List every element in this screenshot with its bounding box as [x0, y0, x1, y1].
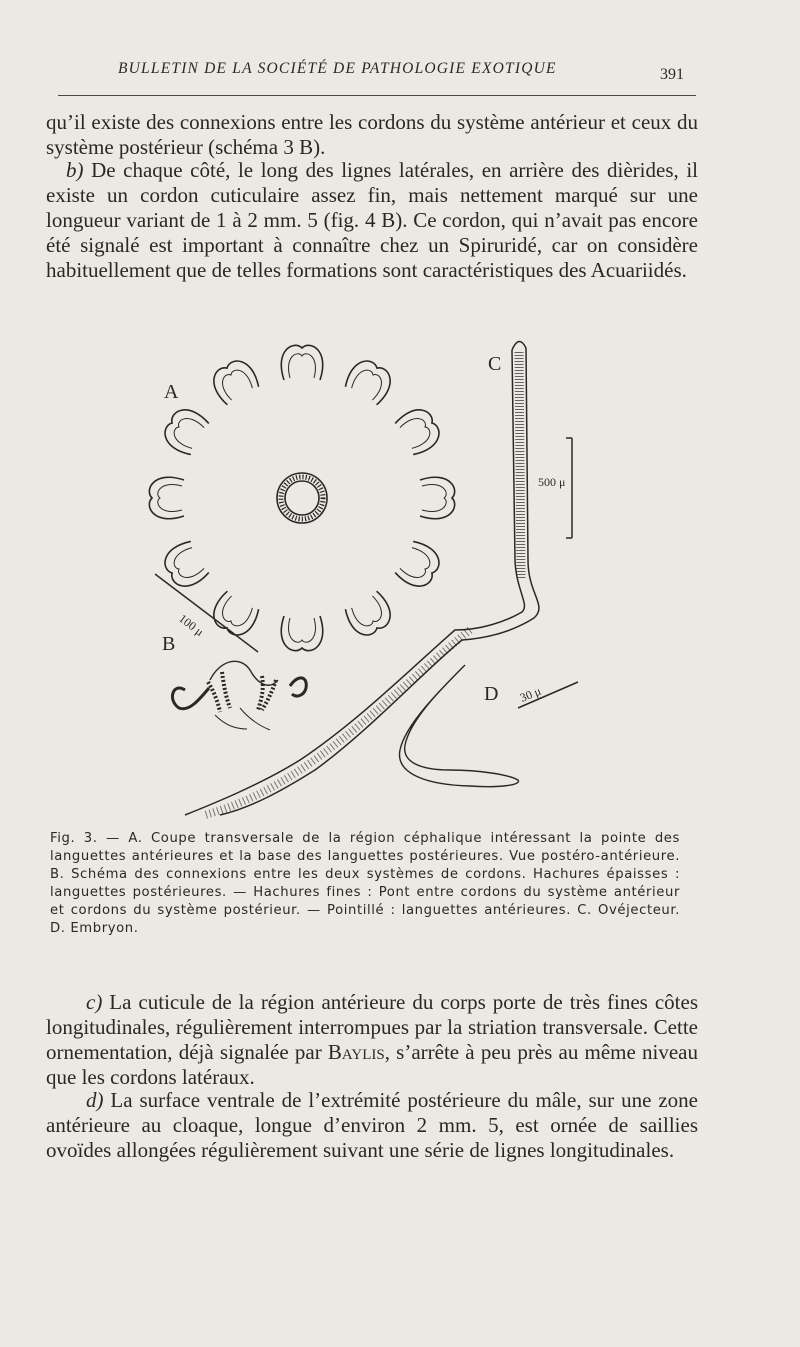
item-marker-d: d) — [86, 1088, 104, 1112]
item-marker-c: c) — [86, 990, 103, 1014]
scale-label-c: 500 μ — [538, 475, 566, 489]
cuticular-lobe — [343, 590, 396, 641]
cuticular-lobe — [159, 404, 210, 457]
cuticular-lobe — [208, 590, 261, 641]
paragraph-b-text: De chaque côté, le long des lignes latérales, en arrière des dièrides, il existe un cordon cuticulaire assez fin, mais nettement marqué sur une longueur variant de 1 à 2 mm. 5 (fig. 4 B). Ce cordon, qui n’avait pas encore été signalé est important à connaître chez un Spiruridé, car on considère habituellement que de telles formations sont caractéristiques des Acuariidés. — [46, 158, 698, 282]
figure-3 — [0, 330, 800, 820]
figure-caption: Fig. 3. — A. Coupe transversale de la région céphalique intéressant la pointe des languettes antérieures et la base des languettes postérieures. Vue postéro-antérieure. B. Schéma des connexions entre les deux systèmes de cordons. Hachures épaisses : languettes postérieures. — Hachures fines : Pont entre cordons du système antérieur et cordons du système postérieur. — Pointillé : languettes antérieures. C. Ovéjecteur. D. Embryon. — [50, 831, 680, 936]
cuticular-lobe — [208, 355, 261, 406]
label-d: D — [484, 683, 499, 705]
paragraph-c — [46, 990, 698, 1090]
figure-panel-c — [185, 341, 539, 815]
cuticular-lobe — [343, 355, 396, 406]
cuticular-lobe — [394, 404, 445, 457]
item-marker-b: b) — [66, 158, 84, 182]
cuticular-lobe — [281, 345, 322, 380]
paragraph-c-end: , s’arrête à peu près au même niveau que les cordons latéraux. — [46, 1040, 699, 1089]
scale-label-a: 100 μ — [176, 611, 207, 639]
page-number: 391 — [660, 66, 684, 83]
paragraph-d — [46, 1088, 698, 1163]
paragraph-b — [46, 158, 698, 283]
cuticular-lobe — [159, 539, 210, 592]
scale-bar-c — [566, 438, 572, 538]
paragraph-1: qu’il existe des connexions entre les cordons du système antérieur et ceux du système postérieur (schéma 3 B). — [46, 110, 698, 159]
cuticular-lobe — [420, 477, 455, 518]
author-name: Baylis — [327, 1040, 385, 1064]
label-b: B — [162, 633, 176, 655]
running-title: BULLETIN DE LA SOCIÉTÉ DE PATHOLOGIE EXOTIQUE — [118, 60, 557, 77]
cuticular-lobe — [394, 539, 445, 592]
label-c: C — [488, 353, 502, 375]
paragraph-c-text: La cuticule de la région antérieure du corps porte de très fines côtes longitudinales, régulièrement interrompues par la striation transversale. Cette ornementation, déjà signalée par — [46, 990, 698, 1064]
cuticular-lobe — [281, 616, 322, 651]
cuticular-lobe — [149, 477, 184, 518]
scale-label-d: 30 μ — [517, 683, 544, 705]
label-a: A — [164, 381, 179, 403]
figure-panel-d — [400, 665, 519, 787]
figure-panel-b — [172, 661, 306, 730]
header-rule — [58, 95, 696, 96]
paragraph-d-text: La surface ventrale de l’extrémité postérieure du mâle, sur une zone antérieure au cloaque, longue d’environ 2 mm. 5, est ornée de saillies ovoïdes allongées régulièrement suivant une série de lignes longitudinales. — [46, 1088, 698, 1162]
